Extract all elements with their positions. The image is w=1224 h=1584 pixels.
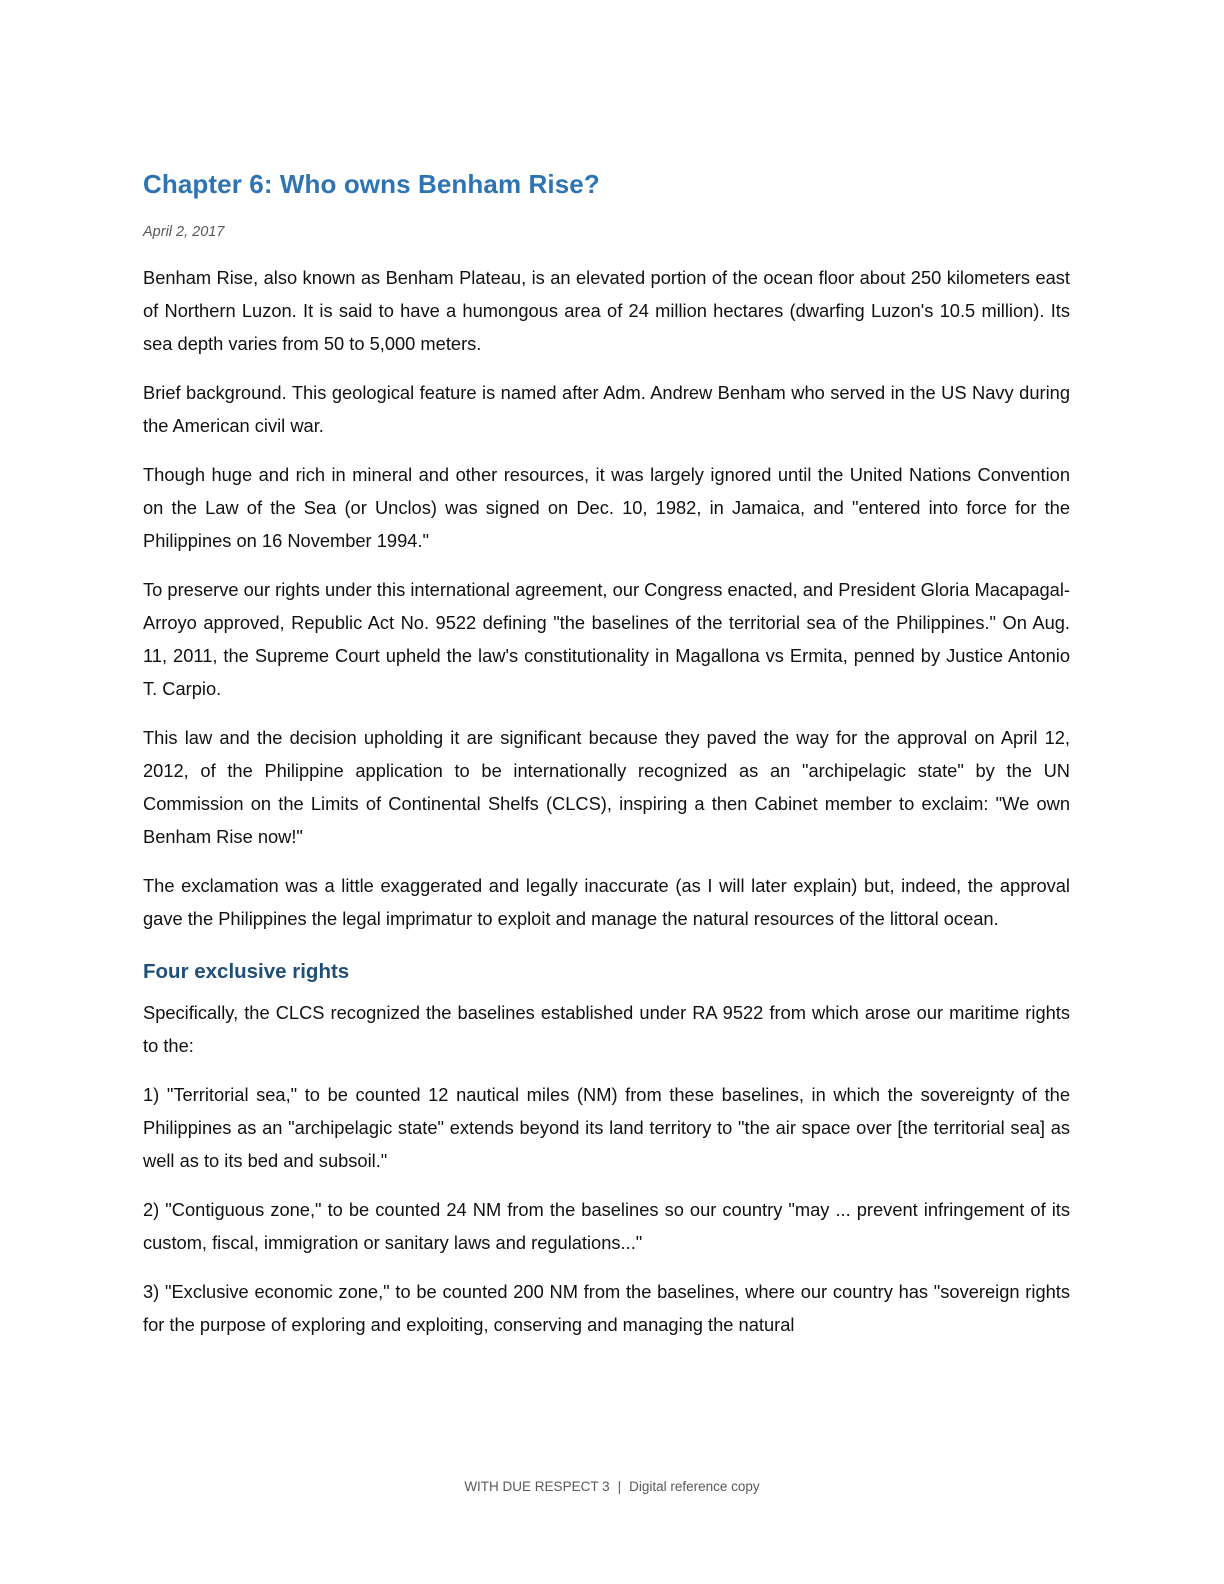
paragraph-unclos: Though huge and rich in mineral and other resources, it was largely ignored until the United Nations Convention on the Law of the Sea (or Unclos) was signed on Dec. 10, 1982, in Jamaica, and "entered into force for the Philippines on 16 November 1994." — [143, 464, 1070, 552]
publication-date: April 2, 2017 — [143, 223, 225, 240]
document-page — [143, 168, 1070, 1357]
section-heading: Four exclusive rights — [143, 960, 350, 984]
paragraph-brief-background: Brief background. This geological feature is named after Adm. Andrew Benham who served in the US Navy during the American civil war. — [143, 382, 1070, 437]
paragraph-territorial-sea: 1) "Territorial sea," to be counted 12 nautical miles (NM) from these baselines, in which the sovereignty of the Philippines as an "archipelagic state" extends beyond its land territory to "the air space over [the territorial sea] as well as to its bed and subsoil." — [143, 1083, 1070, 1171]
paragraph-exclusive-economic-zone: 3) "Exclusive economic zone," to be counted 200 NM from the baselines, where our country has "sovereign rights for the purpose of exploring and exploiting, conserving and managing the natural — [143, 1280, 1070, 1335]
paragraph-exclamation: The exclamation was a little exaggerated and legally inaccurate (as I will later explain) but, indeed, the approval gave the Philippines the legal imprimatur to exploit and manage the natural resources of the littoral ocean. — [143, 875, 1070, 930]
paragraph-clcs-approval: This law and the decision upholding it are significant because they paved the way for the approval on April 12, 2012, of the Philippine application to be internationally recognized as an "archipelagic state" by the UN Commission on the Limits of Continental Shelfs (CLCS), inspiring a then Cabinet member to exclaim: "We own Benham Rise now!" — [143, 727, 1070, 848]
chapter-title: Chapter 6: Who owns Benham Rise? — [143, 169, 600, 199]
footer-separator: | — [617, 1479, 622, 1494]
footer-book-title: WITH DUE RESPECT 3 — [464, 1479, 610, 1494]
paragraph-benham-description: Benham Rise, also known as Benham Plateau, is an elevated portion of the ocean floor about 250 kilometers east of Northern Luzon. It is said to have a humongous area of 24 million hectares (dwarfing Luzon's 10.5 million). Its sea depth varies from 50 to 5,000 meters. — [143, 267, 1070, 355]
paragraph-republic-act: To preserve our rights under this international agreement, our Congress enacted, and President Gloria Macapagal-Arroyo approved, Republic Act No. 9522 defining "the baselines of the territorial sea of the Philippines." On Aug. 11, 2011, the Supreme Court upheld the law's constitutionality in Magallona vs Ermita, penned by Justice Antonio T. Carpio. — [143, 579, 1070, 700]
footer-copy-note: Digital reference copy — [629, 1479, 760, 1494]
page-footer — [0, 1479, 1224, 1494]
paragraph-baselines: Specifically, the CLCS recognized the baselines established under RA 9522 from which arose our maritime rights to the: — [143, 1001, 1070, 1056]
paragraph-contiguous-zone: 2) "Contiguous zone," to be counted 24 NM from the baselines so our country "may ... prevent infringement of its custom, fiscal, immigration or sanitary laws and regulations..." — [143, 1198, 1070, 1253]
